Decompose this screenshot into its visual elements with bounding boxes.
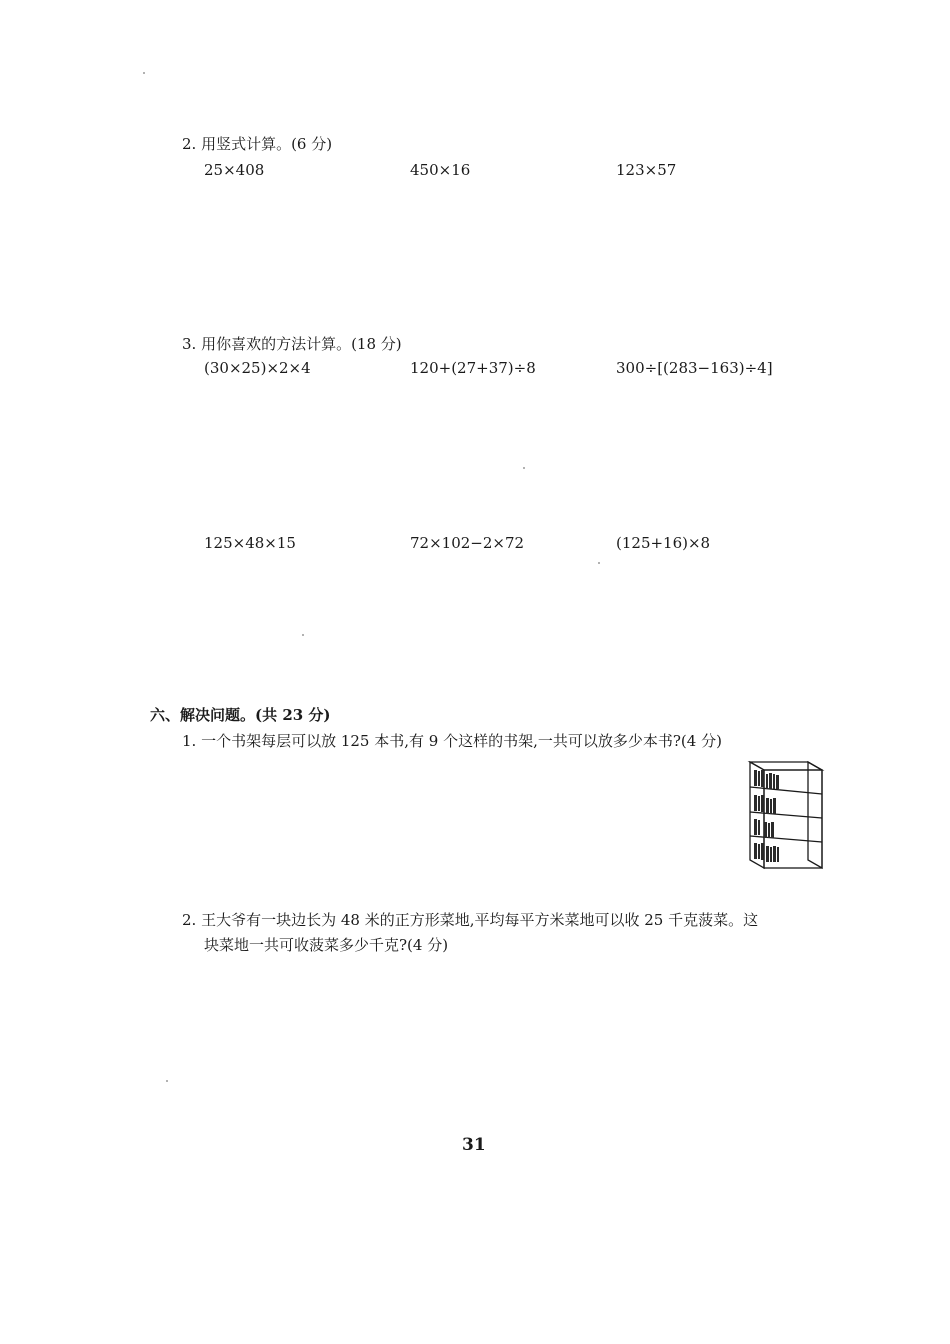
scan-speck (166, 1080, 168, 1082)
scan-speck (143, 72, 145, 74)
section6-problem-2-line1: 2. 王大爷有一块边长为 48 米的正方形菜地,平均每平方米菜地可以收 25 千克菠菜。这 (182, 911, 759, 929)
scan-speck (598, 562, 600, 564)
section6-title: 六、解决问题。(共 23 分) (150, 706, 331, 724)
scan-speck (302, 634, 304, 636)
q2-problem-2: 450×16 (410, 161, 471, 179)
section6-problem-1: 1. 一个书架每层可以放 125 本书,有 9 个这样的书架,一共可以放多少本书?(4 分) (182, 732, 722, 750)
q3-row1-problem-3: 300÷[(283−163)÷4] (616, 359, 773, 377)
q2-title: 2. 用竖式计算。(6 分) (182, 135, 333, 153)
q3-row2-problem-3: (125+16)×8 (616, 534, 711, 552)
q3-row2-problem-2: 72×102−2×72 (410, 534, 525, 552)
page-number: 31 (462, 1135, 486, 1155)
bookshelf-icon (742, 756, 826, 874)
q2-problem-3: 123×57 (616, 161, 677, 179)
q3-row1-problem-2: 120+(27+37)÷8 (410, 359, 536, 377)
section6-problem-2-line2: 块菜地一共可收菠菜多少千克?(4 分) (204, 936, 449, 954)
q3-title: 3. 用你喜欢的方法计算。(18 分) (182, 335, 402, 353)
q2-problem-1: 25×408 (204, 161, 265, 179)
q3-row1-problem-1: (30×25)×2×4 (204, 359, 311, 377)
scan-speck (523, 467, 525, 469)
q3-row2-problem-1: 125×48×15 (204, 534, 296, 552)
